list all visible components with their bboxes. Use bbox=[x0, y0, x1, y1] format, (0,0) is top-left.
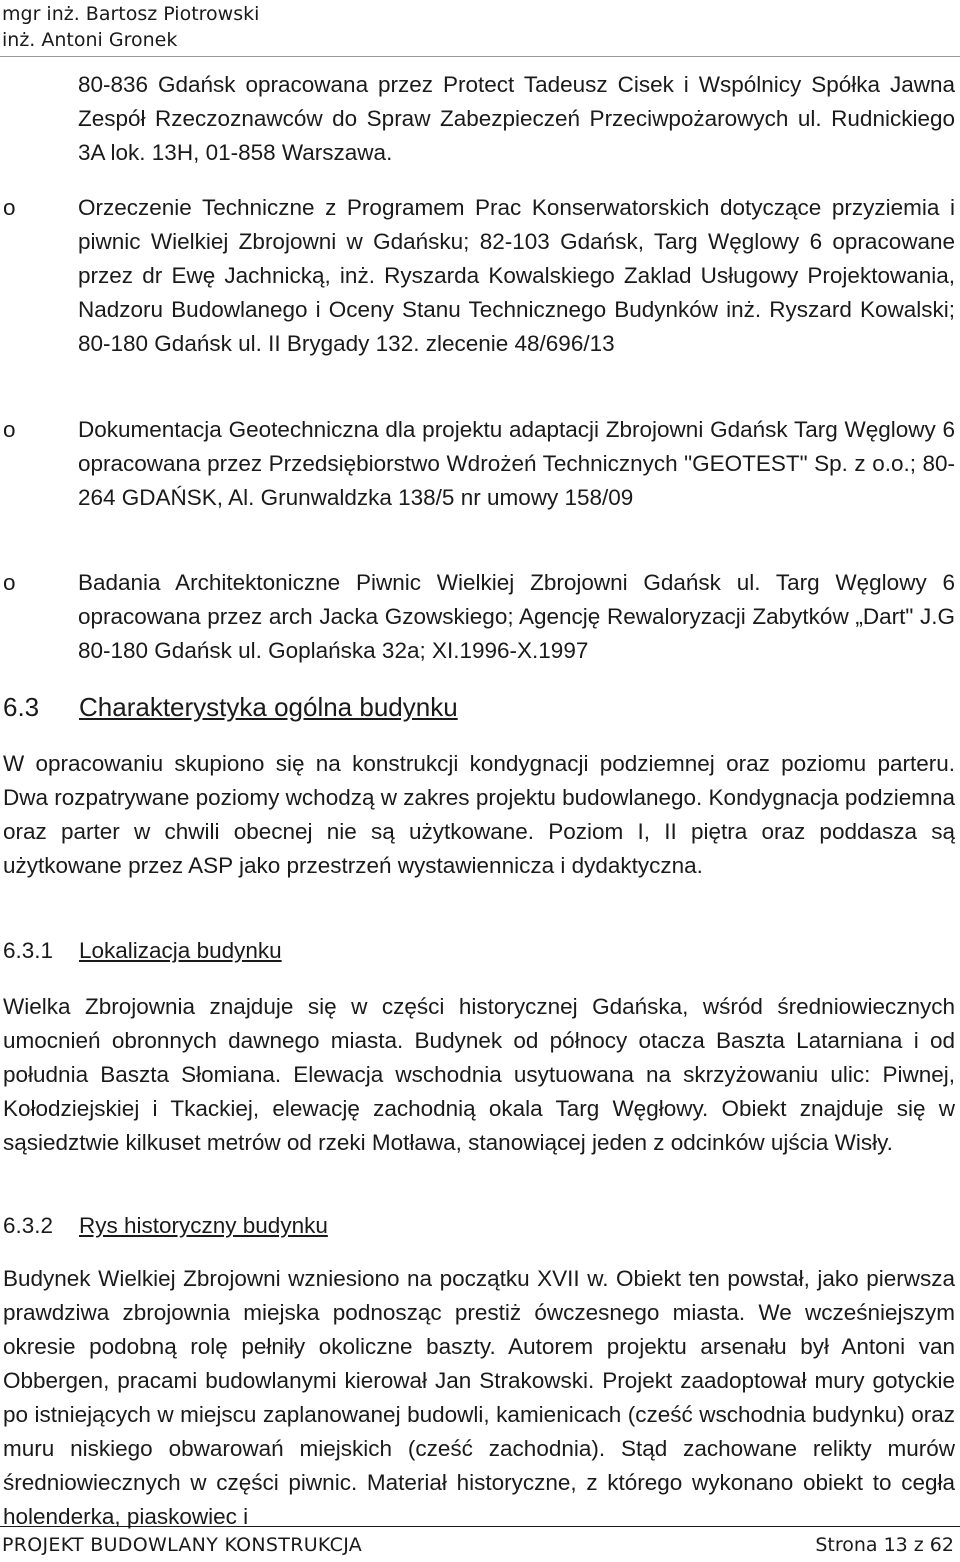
subsection-title: Lokalizacja budynku bbox=[79, 938, 282, 963]
subsection-paragraph: Budynek Wielkiej Zbrojowni wzniesiono na początku XVII w. Obiekt ten powstał, jako pierwsza prawdziwa zbrojownia miejska podnosząc prestiż ówczesnego miasta. We wcześniejszym okresie podobną rolę pełniły okoliczne baszty. Autorem projektu arsenału był Antoni van Obbergen, pracami budowlanymi kierował Jan Strakowski. Projekt zaadoptował mury gotyckie po istniejących w miejscu zaplanowanej budowli, kamienicach (cześć wschodnia budynku) oraz muru niskiego obwarowań miejskich (cześć zachodnia). Stąd zachowane relikty murów średniowiecznych w części piwnic. Materiał historyczne, z którego wykonano obiekt to cegła holenderka, piaskowiec i bbox=[3, 1266, 955, 1529]
list-item: Badania Architektoniczne Piwnic Wielkiej Zbrojowni Gdańsk ul. Targ Węglowy 6 opracowana przez arch Jacka Gzowskiego; Agencję Rewaloryzacji Zabytków „Dart" J.G 80-180 Gdańsk ul. Goplańska 32a; XI.1996-X.1997 bbox=[78, 570, 955, 663]
header-author-2: inż. Antoni Gronek bbox=[2, 29, 178, 51]
header-author-1: mgr inż. Bartosz Piotrowski bbox=[2, 3, 260, 25]
footer-page-number: Strona 13 z 62 bbox=[815, 1534, 954, 1556]
list-item: Dokumentacja Geotechniczna dla projektu adaptacji Zbrojowni Gdańsk Targ Węglowy 6 opracowana przez Przedsiębiorstwo Wdrożeń Technicznych "GEOTEST" Sp. z o.o.; 80-264 GDAŃSK, Al. Grunwaldzka 138/5 nr umowy 158/09 bbox=[78, 417, 955, 510]
section-paragraph: W opracowaniu skupiono się na konstrukcji kondygnacji podziemnej oraz poziomu parteru. Dwa rozpatrywane poziomy wchodzą w zakres projektu budowlanego. Kondygnacja podziemna oraz parter w chwili obecnej nie są użytkowane. Poziom I, II piętra oraz poddasza są użytkowane przez ASP jako przestrzeń wystawiennicza i dydaktyczna. bbox=[3, 751, 955, 878]
section-number: 6.3 bbox=[3, 692, 40, 722]
page-header bbox=[0, 0, 960, 57]
bullet-marker: o bbox=[3, 195, 16, 220]
subsection-number: 6.3.2 bbox=[3, 1213, 54, 1238]
subsection-number: 6.3.1 bbox=[3, 938, 54, 963]
bullet-marker: o bbox=[3, 417, 16, 442]
section-title: Charakterystyka ogólna budynku bbox=[79, 692, 458, 722]
footer-project-name: PROJEKT BUDOWLANY KONSTRUKCJA bbox=[2, 1534, 363, 1556]
list-item: Orzeczenie Techniczne z Programem Prac Konserwatorskich dotyczące przyziemia i piwnic Wielkiej Zbrojowni w Gdańsku; 82-103 Gdańsk, Targ Węglowy 6 opracowane przez dr Ewę Jachnicką, inż. Ryszarda Kowalskiego Zaklad Usługowy Projektowania, Nadzoru Budowlanego i Oceny Stanu Technicznego Budynków inż. Ryszard Kowalski; 80-180 Gdańsk ul. II Brygady 132. zlecenie 48/696/13 bbox=[78, 195, 955, 356]
subsection-paragraph: Wielka Zbrojownia znajduje się w części historycznej Gdańska, wśród średniowiecznych umocnień obronnych dawnego miasta. Budynek od północy otacza Baszta Latarniana i od południa Baszta Słomiana. Elewacja wschodnia usytuowana na skrzyżowaniu ulic: Piwnej, Kołodziejskiej i Tkackiej, elewację zachodnią okala Targ Węgłowy. Obiekt znajduje się w sąsiedztwie kilkuset metrów od rzeki Motława, stanowiącej jeden z odcinków ujścia Wisły. bbox=[3, 994, 955, 1155]
subsection-title: Rys historyczny budynku bbox=[79, 1213, 328, 1238]
bullet-marker: o bbox=[3, 570, 16, 595]
list-item-continued: 80-836 Gdańsk opracowana przez Protect Tadeusz Cisek i Wspólnicy Spółka Jawna Zespół Rzeczoznawców do Spraw Zabezpieczeń Przeciwpożarowych ul. Rudnickiego 3A lok. 13H, 01-858 Warszawa. bbox=[78, 72, 955, 165]
page-footer bbox=[0, 1526, 960, 1562]
